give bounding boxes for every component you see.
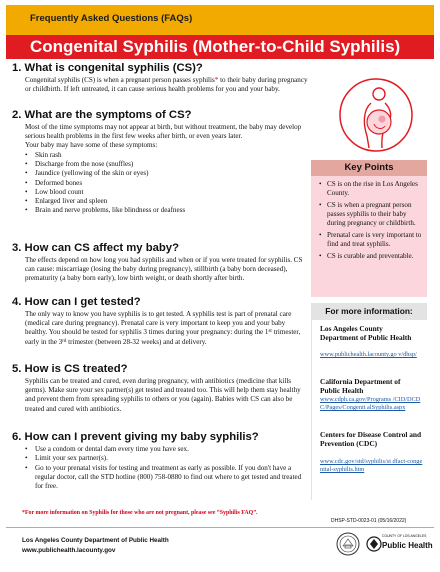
org-name: California Department of Public Health [320, 377, 401, 396]
key-point: • CS is when a pregnant person passes syphilis to their baby during pregnancy or childbirth. [319, 201, 423, 228]
list-item: • Jaundice (yellowing of the skin or eyes) [35, 169, 308, 178]
faq-kicker: Frequently Asked Questions (FAQs) [30, 13, 193, 24]
document-id: DHSP-STD-0023-01 (05/16/2022) [331, 518, 407, 524]
county-seal-icon [336, 532, 360, 556]
section-5 [12, 363, 308, 414]
section-heading: 5. How is CS treated? [12, 363, 128, 375]
section-paragraph: Most of the time symptoms may not appear at birth, but without treatment, the baby may develop serious health problems in the first few weeks after birth, or even years later. [25, 123, 302, 141]
section-paragraph: The effects depend on how long you had syphilis and when or if you were treated for syphilis. CS can cause: miscarriage (losing the baby during pregnancy), stillbirth (a baby born deceased), prematurity (a baby born early), low birth weight, or death shortly after birth. [25, 256, 303, 283]
key-point: • CS is on the rise in Los Angeles County. [319, 180, 423, 198]
section-2 [12, 109, 308, 216]
list-item: • Deformed bones [35, 179, 308, 188]
section-6 [12, 431, 308, 491]
symptom-list [12, 151, 308, 216]
section-3 [12, 242, 308, 284]
resource-link[interactable]: www.cdc.gov/std/syphilis/st dfact-congenital-syphilis.htm [320, 458, 423, 474]
key-points-title: Key Points [311, 160, 427, 176]
key-point: • Prenatal care is very important to find and treat syphilis. [319, 231, 423, 249]
list-item: • Go to your prenatal visits for testing and treatment as early as possible. If you don't have a regular doctor, call the STD hotline (800) 758-0880 to find out where to get tested and treated for free. [35, 464, 308, 492]
section-1 [12, 62, 308, 94]
section-heading: 1. What is congenital syphilis (CS)? [12, 62, 203, 74]
org-name: Centers for Disease Control and Prevention (CDC) [320, 430, 422, 449]
org-name: Los Angeles County Department of Public Health [320, 324, 412, 343]
list-item: • Discharge from the nose (snuffles) [35, 160, 308, 169]
section-heading: 6. How can I prevent giving my baby syphilis? [12, 431, 259, 443]
list-item: • Low blood count [35, 188, 308, 197]
footer-url[interactable]: www.publichealth.lacounty.gov [22, 547, 116, 554]
list-item: • Brain and nerve problems, like blindness or deafness [35, 206, 308, 215]
key-points-box [311, 160, 427, 297]
key-points-list [319, 180, 423, 264]
resource-link[interactable]: www.cdph.ca.gov/Programs /CID/DCDC/Pages/Congenit alSyphilis.aspx [320, 396, 421, 412]
section-heading: 4. How can I get tested? [12, 296, 141, 308]
list-item: • Use a condom or dental dam every time you have sex. [35, 445, 308, 454]
section-4 [12, 296, 308, 347]
section-heading: 2. What are the symptoms of CS? [12, 109, 192, 121]
section-paragraph: Syphilis can be treated and cured, even during pregnancy, with antibiotics (medicine that kills germs). Make sure your sex partner(s) get tested and treated too. This will help them stay healthy and prevent them from spreading syphilis to others or you (again). Babies with CS can also be treated and cured with antibiotics. [25, 377, 301, 413]
list-item: • Enlarged liver and spleen [35, 197, 308, 206]
logo-public-health-text: Public Health [382, 541, 433, 550]
key-point: • CS is curable and preventable. [319, 252, 423, 261]
list-item: • Skin rash [35, 151, 308, 160]
logo-county-text: COUNTY OF LOS ANGELES [382, 534, 427, 538]
more-info-box [311, 320, 427, 500]
page-title: Congenital Syphilis (Mother-to-Child Syphilis) [30, 37, 401, 56]
list-item: • Limit your sex partner(s). [35, 454, 308, 463]
pregnant-person-illustration [319, 76, 433, 154]
footer-org: Los Angeles County Department of Public Health [22, 537, 169, 544]
section-paragraph: Your baby may have some of these symptoms: [25, 141, 158, 150]
section-heading: 3. How can CS affect my baby? [12, 242, 179, 254]
more-info-title: For more information: [311, 303, 427, 320]
prevention-list [12, 445, 308, 491]
footer-divider [6, 527, 434, 528]
section-paragraph: The only way to know you have syphilis is to get tested. A syphilis test is part of prenatal care (medical care during pregnancy). Prenatal care is very important to keep you and your baby healthy. You should be tested for syphilis 3 times during your pregnancy: during the 1st trimester, early in the 3rd trimester (between 28-32 weeks) and at delivery. [25, 310, 301, 346]
resource-link[interactable]: www.publichealth.lacounty.go v/dhsp/ [320, 351, 417, 358]
section-paragraph: Congenital syphilis (CS) is when a pregnant person passes syphilis* to their baby during pregnancy or childbirth. If left untreated, it can cause serious health problems for you and your baby. [25, 76, 308, 94]
footnote: *For more information on Syphilis for those who are not pregnant, please see “Syphilis FAQ”. [22, 510, 258, 516]
